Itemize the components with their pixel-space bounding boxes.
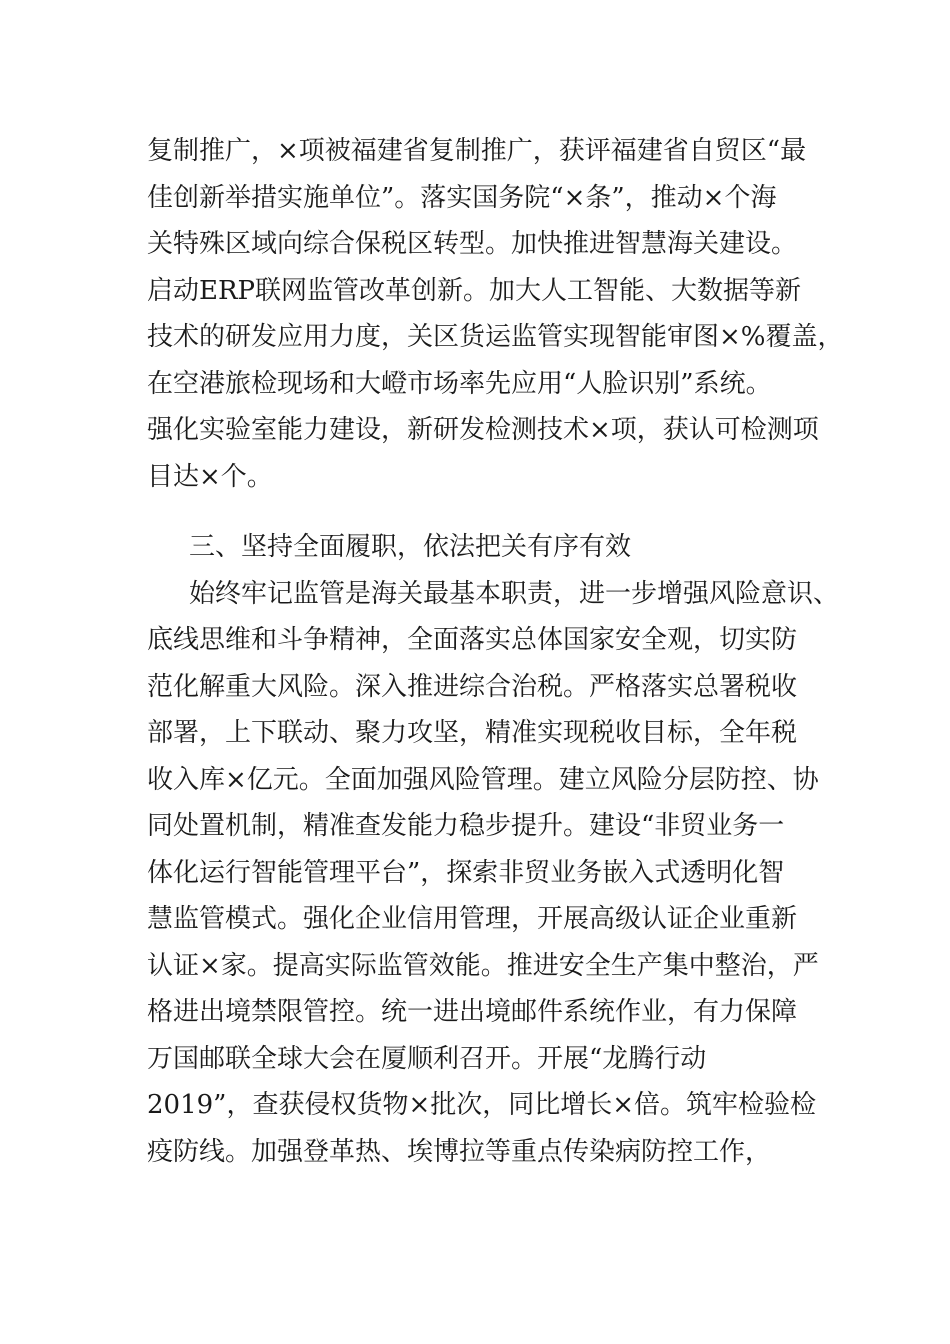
paragraph-continued [147,128,844,500]
text-line: 认证×家。提高实际监管效能。推进安全生产集中整治，严 [147,950,819,981]
text-line: 复制推广，×项被福建省复制推广，获评福建省自贸区“最 [147,136,807,166]
text-line: 万国邮联全球大会在厦顺利召开。开展“龙腾行动 [147,1043,707,1074]
text-line: 在空港旅检现场和大嶝市场率先应用“人脸识别”系统。 [147,368,772,399]
text-line: 疫防线。加强登革热、埃博拉等重点传染病防控工作， [147,1136,772,1167]
text-line: 技术的研发应用力度，关区货运监管实现智能审图×%覆盖， [147,322,844,352]
text-line: 格进出境禁限管控。统一进出境邮件系统作业，有力保障 [147,997,798,1027]
text-line: 范化解重大风险。深入推进综合治税。严格落实总署税收 [147,671,798,702]
section-heading: 三、坚持全面履职，依法把关有序有效 [189,532,632,562]
text-line: 启动ERP联网监管改革创新。加大人工智能、大数据等新 [147,275,802,306]
text-line: 始终牢记监管是海关最基本职责，进一步增强风险意识、 [189,578,840,609]
text-line: 佳创新举措实施单位”。落实国务院“×条”，推动×个海 [147,182,777,213]
text-line: 2019”，查获侵权货物×批次，同比增长×倍。筑牢检验检 [147,1090,817,1120]
text-line: 同处置机制，精准查发能力稳步提升。建设“非贸业务一 [147,811,785,841]
text-line: 部署，上下联动、聚力攻坚，精准实现税收目标，全年税 [147,718,798,748]
text-line: 慧监管模式。强化企业信用管理，开展高级认证企业重新 [147,904,798,934]
section-three [147,524,840,1175]
text-line: 关特殊区域向综合保税区转型。加快推进智慧海关建设。 [147,229,798,259]
text-line: 底线思维和斗争精神，全面落实总体国家安全观，切实防 [147,625,798,655]
text-line: 强化实验室能力建设，新研发检测技术×项，获认可检测项 [147,415,819,445]
text-line: 收入库×亿元。全面加强风险管理。建立风险分层防控、协 [147,764,819,795]
text-line: 目达×个。 [147,461,273,492]
text-line: 体化运行智能管理平台”，探索非贸业务嵌入式透明化智 [147,857,785,888]
